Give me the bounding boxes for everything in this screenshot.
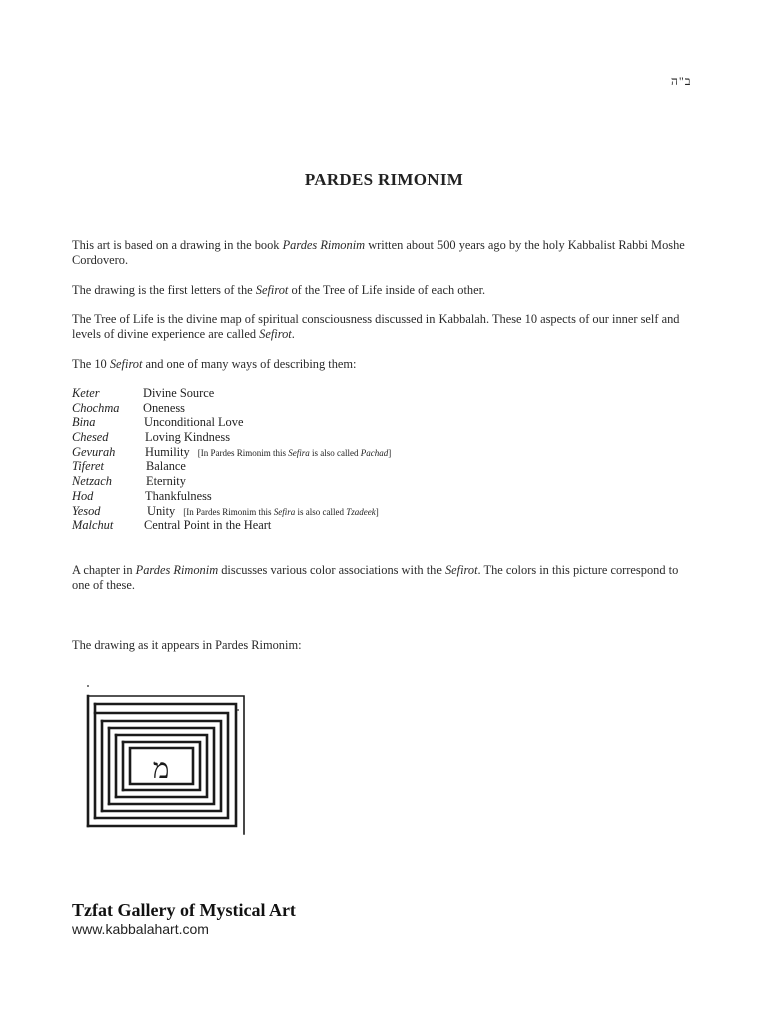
page-title: PARDES RIMONIM	[304, 170, 464, 189]
intro-paragraph-4: The 10 Sefirot and one of many ways of describing them:	[72, 357, 357, 371]
sefira-name: Chochma	[72, 400, 120, 415]
sefira-description: Unconditional Love	[144, 415, 244, 430]
hebrew-letter-glyph: מ	[152, 752, 170, 785]
sefira-description: Oneness	[143, 400, 185, 415]
sefira-description: Divine Source	[143, 386, 215, 400]
sefira-name: Keter	[72, 386, 100, 400]
sefira-description: Unity [In Pardes Rimonim this Sefira is also called Tzadeek]	[147, 503, 379, 518]
intro-paragraph-2: The drawing is the first letters of the Sefirot of the Tree of Life inside of each other.	[72, 283, 486, 297]
sefira-description: Central Point in the Heart	[144, 518, 272, 533]
sefira-name: Yesod	[72, 503, 101, 518]
pardes-rimonim-drawing	[76, 680, 260, 840]
sefira-name: Gevurah	[72, 444, 116, 459]
website-link[interactable]: www.kabbalahart.com	[72, 921, 209, 937]
sefira-description: Thankfulness	[145, 488, 212, 503]
sefira-note: [In Pardes Rimonim this Sefira is also called Tzadeek]	[183, 506, 379, 517]
sefira-name: Tiferet	[72, 459, 104, 474]
sefira-note: [In Pardes Rimonim this Sefira is also called Pachad]	[197, 447, 392, 458]
drawing-caption: The drawing as it appears in Pardes Rimonim:	[72, 638, 302, 652]
corner-mark: ב"ה	[671, 74, 692, 88]
gallery-name: Tzfat Gallery of Mystical Art	[72, 900, 296, 920]
intro-paragraph-1: This art is based on a drawing in the book Pardes Rimonim written about 500 years ago by the holy Kabbalist Rabbi Moshe Cordovero.	[72, 238, 685, 267]
sefira-name: Chesed	[72, 430, 109, 445]
sefira-name: Netzach	[72, 474, 112, 489]
sefira-description: Eternity	[146, 474, 186, 489]
colors-paragraph: A chapter in Pardes Rimonim discusses various color associations with the Sefirot. The colors in this picture correspond to one of these.	[72, 563, 679, 592]
intro-paragraph-3: The Tree of Life is the divine map of spiritual consciousness discussed in Kabbalah. These 10 aspects of our inner self and levels of divine experience are called Sefirot.	[72, 312, 680, 341]
sefira-name: Malchut	[72, 518, 114, 533]
sefira-description: Loving Kindness	[145, 430, 231, 445]
sefira-description: Balance	[146, 459, 186, 474]
sefira-name: Hod	[72, 488, 94, 503]
sefira-description: Humility [In Pardes Rimonim this Sefira is also called Pachad]	[145, 444, 392, 459]
sefira-name: Bina	[72, 415, 96, 430]
